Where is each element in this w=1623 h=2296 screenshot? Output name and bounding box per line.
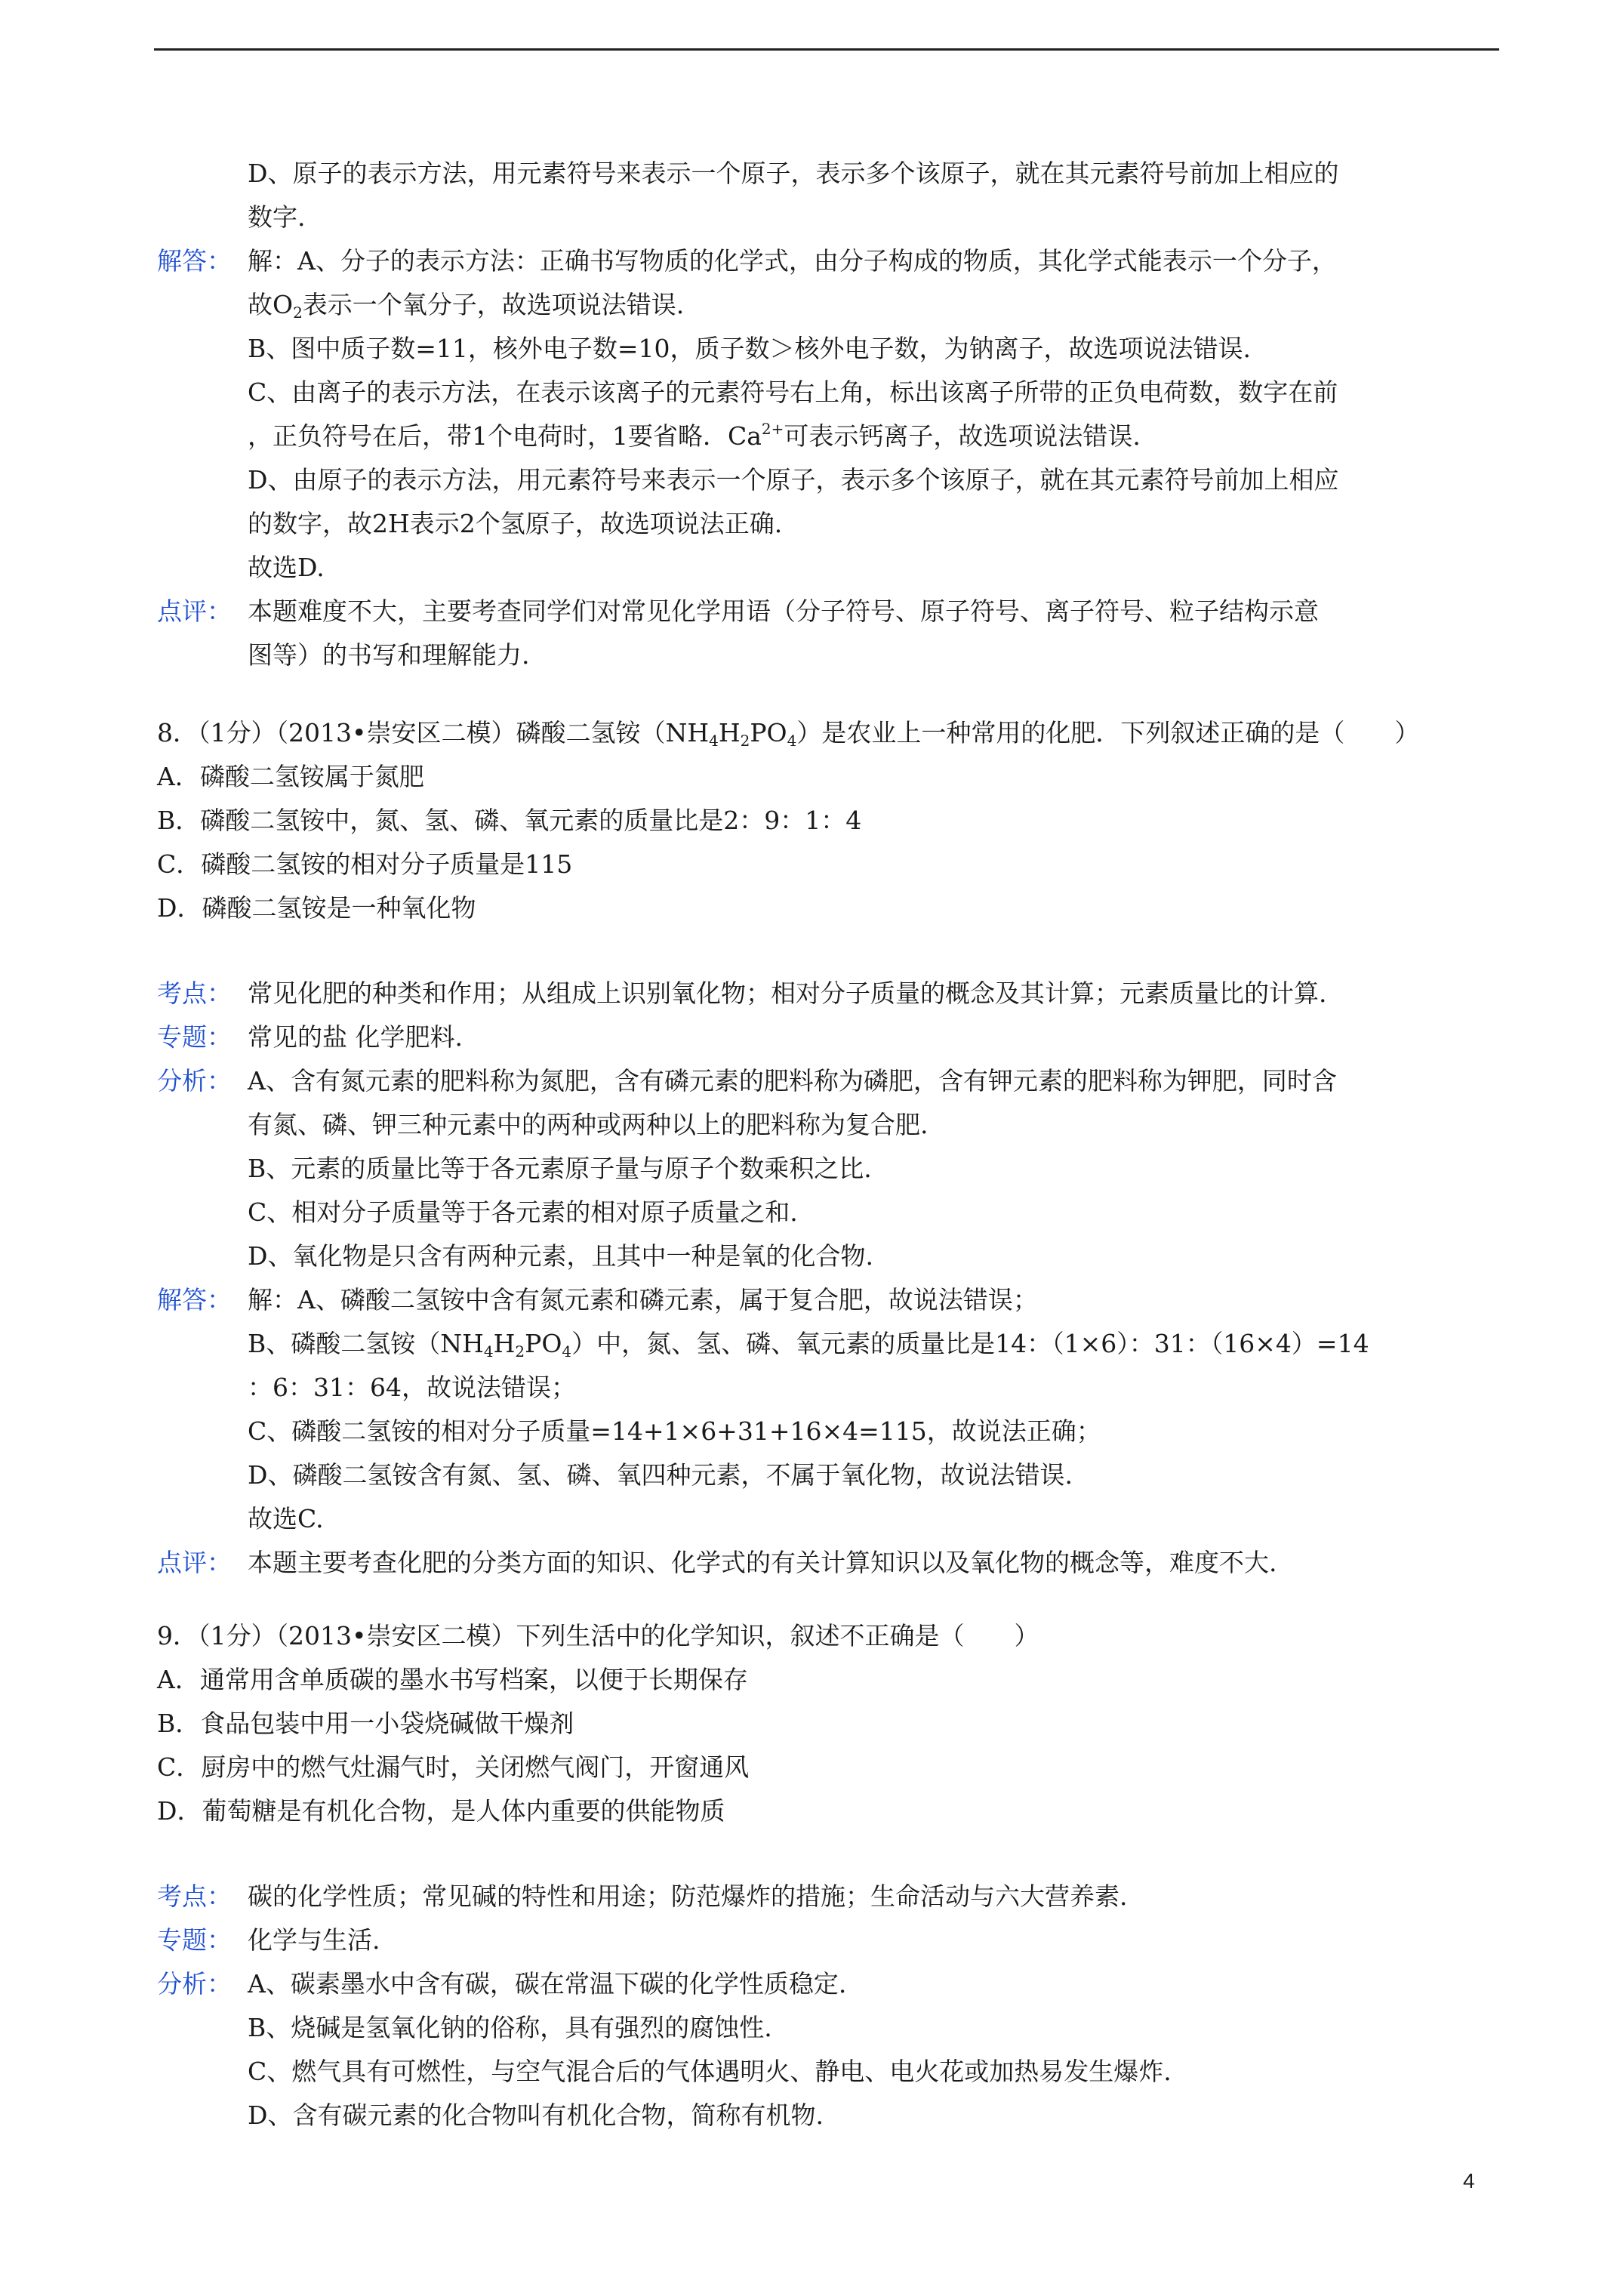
option-d-line: 数字. <box>248 202 306 232</box>
fenxi-line: D、氧化物是只含有两种元素，且其中一种是氧的化合物. <box>248 1241 873 1271</box>
fenxi-line: C、燃气具有可燃性，与空气混合后的气体遇明火、静电、电火花或加热易发生爆炸. <box>248 2057 1172 2086</box>
fenxi-line: A、碳素墨水中含有碳，碳在常温下碳的化学性质稳定. <box>248 1969 847 1999</box>
kaodian-text: 常见化肥的种类和作用；从组成上识别氧化物；相对分子质量的概念及其计算；元素质量比的计算. <box>248 978 1327 1008</box>
kaodian-label: 考点： <box>157 1881 232 1911</box>
fenxi-label: 分析： <box>157 1066 232 1096</box>
question-9 <box>157 1614 1497 1833</box>
jieda-label: 解答： <box>157 1285 232 1314</box>
dianping-section <box>157 590 1497 677</box>
jieda-section <box>157 239 1497 590</box>
dianping-line: 本题难度不大，主要考查同学们对常见化学用语（分子符号、原子符号、离子符号、粒子结构示意 <box>248 596 1319 626</box>
option-d: D．磷酸二氢铵是一种氧化物 <box>157 893 476 923</box>
fenxi-line: C、相对分子质量等于各元素的相对原子质量之和. <box>248 1197 798 1227</box>
option-a: A．磷酸二氢铵属于氮肥 <box>157 762 424 791</box>
dianping-label: 点评： <box>157 596 232 626</box>
jieda-line: ：6：31：64，故说法错误； <box>248 1373 576 1402</box>
question-8 <box>157 711 1497 930</box>
fenxi-line: 有氮、磷、钾三种元素中的两种或两种以上的肥料称为复合肥. <box>248 1110 929 1139</box>
fenxi-label: 分析： <box>157 1969 232 1999</box>
kaodian-section <box>157 972 1497 1015</box>
fenxi-line: B、元素的质量比等于各元素原子量与原子个数乘积之比. <box>248 1154 872 1183</box>
prev-question-continuation <box>157 152 1497 677</box>
dianping-text: 本题主要考查化肥的分类方面的知识、化学式的有关计算知识以及氧化物的概念等，难度不大. <box>248 1548 1277 1577</box>
conclusion: 故选D. <box>248 553 325 582</box>
zhuanti-section <box>157 1015 1497 1059</box>
jieda-line: 故$O_2$表示一个氧分子，故选项说法错误. <box>248 290 685 322</box>
jieda-line: C、磷酸二氢铵的相对分子质量=14+1×6+31+16×4=115，故说法正确； <box>248 1416 1101 1446</box>
option-b: B．食品包装中用一小袋烧碱做干燥剂 <box>157 1709 574 1738</box>
page-number: 4 <box>1463 2169 1475 2193</box>
fenxi-line: D、含有碳元素的化合物叫有机化合物，简称有机物. <box>248 2100 824 2130</box>
kaodian-text: 碳的化学性质；常见碱的特性和用途；防范爆炸的措施；生命活动与六大营养素. <box>248 1881 1128 1911</box>
fenxi-line: B、烧碱是氢氧化钠的俗称，具有强烈的腐蚀性. <box>248 2013 772 2042</box>
dianping-line: 图等）的书写和理解能力. <box>248 640 530 670</box>
jieda-line: B、图中质子数=11，核外电子数=10，质子数＞核外电子数，为钠离子，故选项说法错误. <box>248 334 1252 363</box>
jieda-line: B、磷酸二氢铵$(NH_4H_2PO_4)$中，氮、氢、磷、氧元素的质量比是14：（1×6）：31：（16×4）=14 <box>248 1329 1369 1361</box>
fenxi-section <box>157 1962 1497 2137</box>
fenxi-line: A、含有氮元素的肥料称为氮肥，含有磷元素的肥料称为磷肥，含有钾元素的肥料称为钾肥，同时含 <box>248 1066 1337 1096</box>
option-d: D．葡萄糖是有机化合物，是人体内重要的供能物质 <box>157 1796 725 1826</box>
jieda-line: D、由原子的表示方法，用元素符号来表示一个原子，表示多个该原子，就在其元素符号前加上相应 <box>248 465 1339 495</box>
jieda-section <box>157 1278 1497 1541</box>
jieda-line: 解：A、分子的表示方法：正确书写物质的化学式，由分子构成的物质，其化学式能表示一个分子， <box>248 246 1337 276</box>
zhuanti-label: 专题： <box>157 1022 232 1052</box>
jieda-line: C、由离子的表示方法，在表示该离子的元素符号右上角，标出该离子所带的正负电荷数，数字在前 <box>248 378 1338 407</box>
kaodian-label: 考点： <box>157 978 232 1008</box>
option-c: C．厨房中的燃气灶漏气时，关闭燃气阀门，开窗通风 <box>157 1752 750 1782</box>
question-9-analysis <box>157 1875 1497 2137</box>
question-stem: 8．（1分）（2013•崇安区二模）磷酸二氢铵$(NH_4H_2PO_4)$是农业上一种常用的化肥．下列叙述正确的是（ ） <box>157 718 1420 750</box>
zhuanti-text: 常见的盐 化学肥料. <box>248 1022 463 1052</box>
question-8-analysis <box>157 972 1497 1585</box>
jieda-line: 解：A、磷酸二氢铵中含有氮元素和磷元素，属于复合肥，故说法错误； <box>248 1285 1038 1314</box>
option-c: C．磷酸二氢铵的相对分子质量是115 <box>157 849 573 879</box>
fenxi-section <box>157 1059 1497 1278</box>
kaodian-section <box>157 1875 1497 1918</box>
header-rule <box>154 48 1499 51</box>
jieda-line: D、磷酸二氢铵含有氮、氢、磷、氧四种元素，不属于氧化物，故说法错误. <box>248 1460 1073 1490</box>
option-a: A．通常用含单质碳的墨水书写档案，以便于长期保存 <box>157 1665 748 1694</box>
zhuanti-text: 化学与生活. <box>248 1925 380 1955</box>
option-d-line: D、原子的表示方法，用元素符号来表示一个原子，表示多个该原子，就在其元素符号前加上相应的 <box>248 159 1339 188</box>
dianping-label: 点评： <box>157 1548 232 1577</box>
question-stem: 9．（1分）（2013•崇安区二模）下列生活中的化学知识，叙述不正确是（ ） <box>157 1621 1039 1650</box>
jieda-line: 的数字，故2H表示2个氢原子，故选项说法正确. <box>248 509 783 538</box>
jieda-label: 解答： <box>157 246 232 276</box>
conclusion: 故选C. <box>248 1504 324 1533</box>
zhuanti-section <box>157 1918 1497 1962</box>
option-b: B．磷酸二氢铵中，氮、氢、磷、氧元素的质量比是2：9：1：4 <box>157 806 862 835</box>
zhuanti-label: 专题： <box>157 1925 232 1955</box>
dianping-section <box>157 1541 1497 1585</box>
jieda-line: ，正负符号在后，带1个电荷时，1要省略．$Ca^{2+}$可表示钙离子，故选项说法错误. <box>248 420 1141 451</box>
